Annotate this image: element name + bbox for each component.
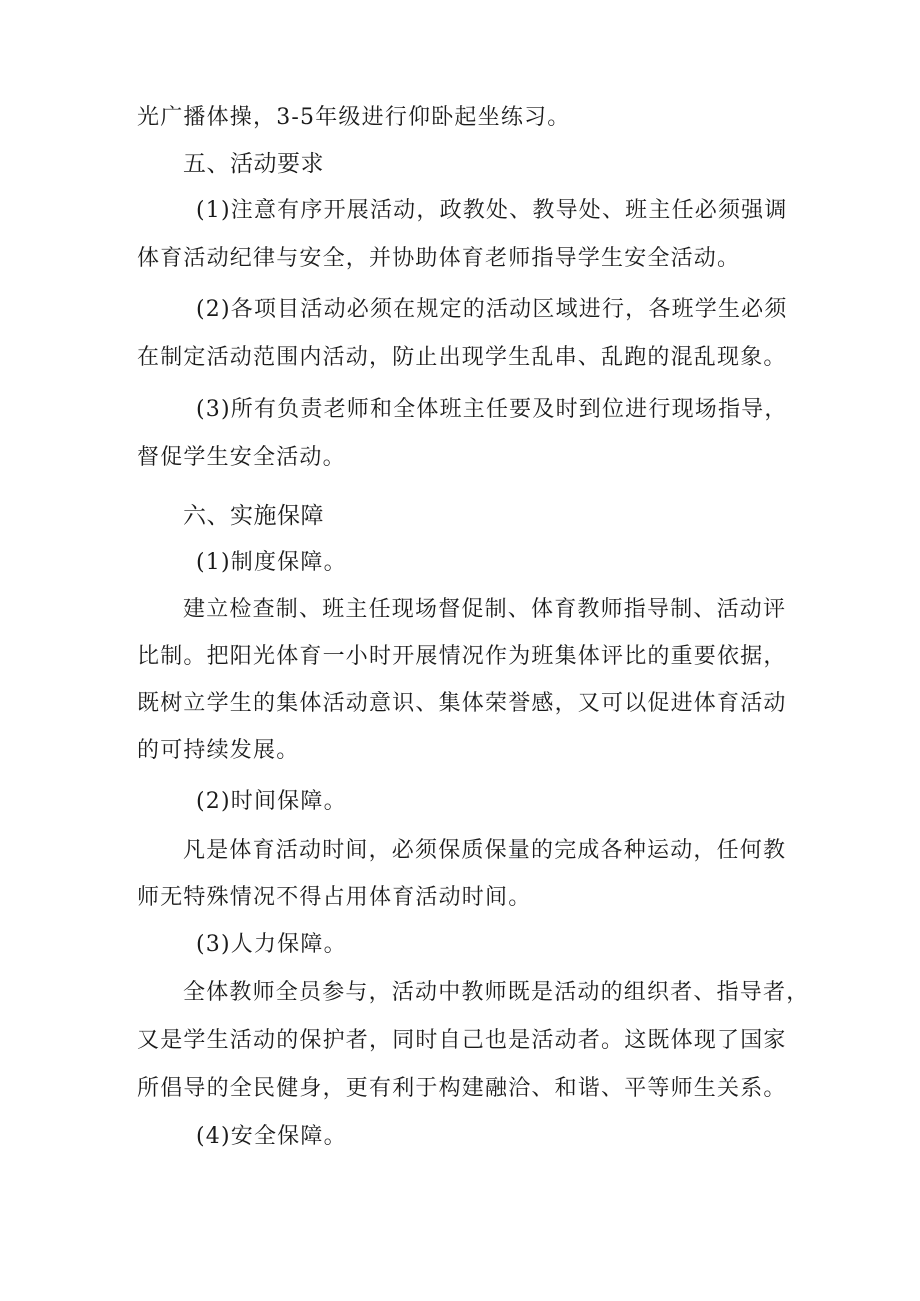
paragraph-line: 凡是体育活动时间，必须保质保量的完成各种运动，任何教 xyxy=(183,838,787,863)
subsection-title: (4)安全保障。 xyxy=(196,1124,347,1149)
list-item-line: 在制定活动范围内活动，防止出现学生乱串、乱跑的混乱现象。 xyxy=(137,345,787,370)
paragraph-line: 的可持续发展。 xyxy=(137,738,300,763)
paragraph-line: 光广播体操，3-5年级进行仰卧起坐练习。 xyxy=(137,105,571,130)
paragraph-line: 既树立学生的集体活动意识、集体荣誉感，又可以促进体育活动 xyxy=(137,691,787,716)
paragraph-line: 建立检查制、班主任现场督促制、体育教师指导制、活动评 xyxy=(183,597,787,622)
paragraph-line: 全体教师全员参与，活动中教师既是活动的组织者、指导者， xyxy=(183,980,810,1005)
subsection-title: (1)制度保障。 xyxy=(196,550,347,575)
list-item-line: (2)各项目活动必须在规定的活动区域进行，各班学生必须 xyxy=(196,297,788,322)
section-heading: 五、活动要求 xyxy=(183,151,324,177)
paragraph-line: 师无特殊情况不得占用体育活动时间。 xyxy=(137,885,532,910)
list-item-line: 体育活动纪律与安全，并协助体育老师指导学生安全活动。 xyxy=(137,246,741,271)
subsection-title: (3)人力保障。 xyxy=(196,932,347,957)
list-item-line: (1)注意有序开展活动，政教处、教导处、班主任必须强调 xyxy=(196,198,788,223)
subsection-title: (2)时间保障。 xyxy=(196,789,347,814)
list-item-line: 督促学生安全活动。 xyxy=(137,445,346,470)
list-item-line: (3)所有负责老师和全体班主任要及时到位进行现场指导， xyxy=(196,397,788,422)
paragraph-line: 比制。把阳光体育一小时开展情况作为班集体评比的重要依据， xyxy=(137,644,787,669)
section-heading: 六、实施保障 xyxy=(183,503,324,529)
paragraph-line: 又是学生活动的保护者，同时自己也是活动者。这既体现了国家 xyxy=(137,1028,787,1053)
paragraph-line: 所倡导的全民健身，更有利于构建融洽、和谐、平等师生关系。 xyxy=(137,1076,787,1101)
